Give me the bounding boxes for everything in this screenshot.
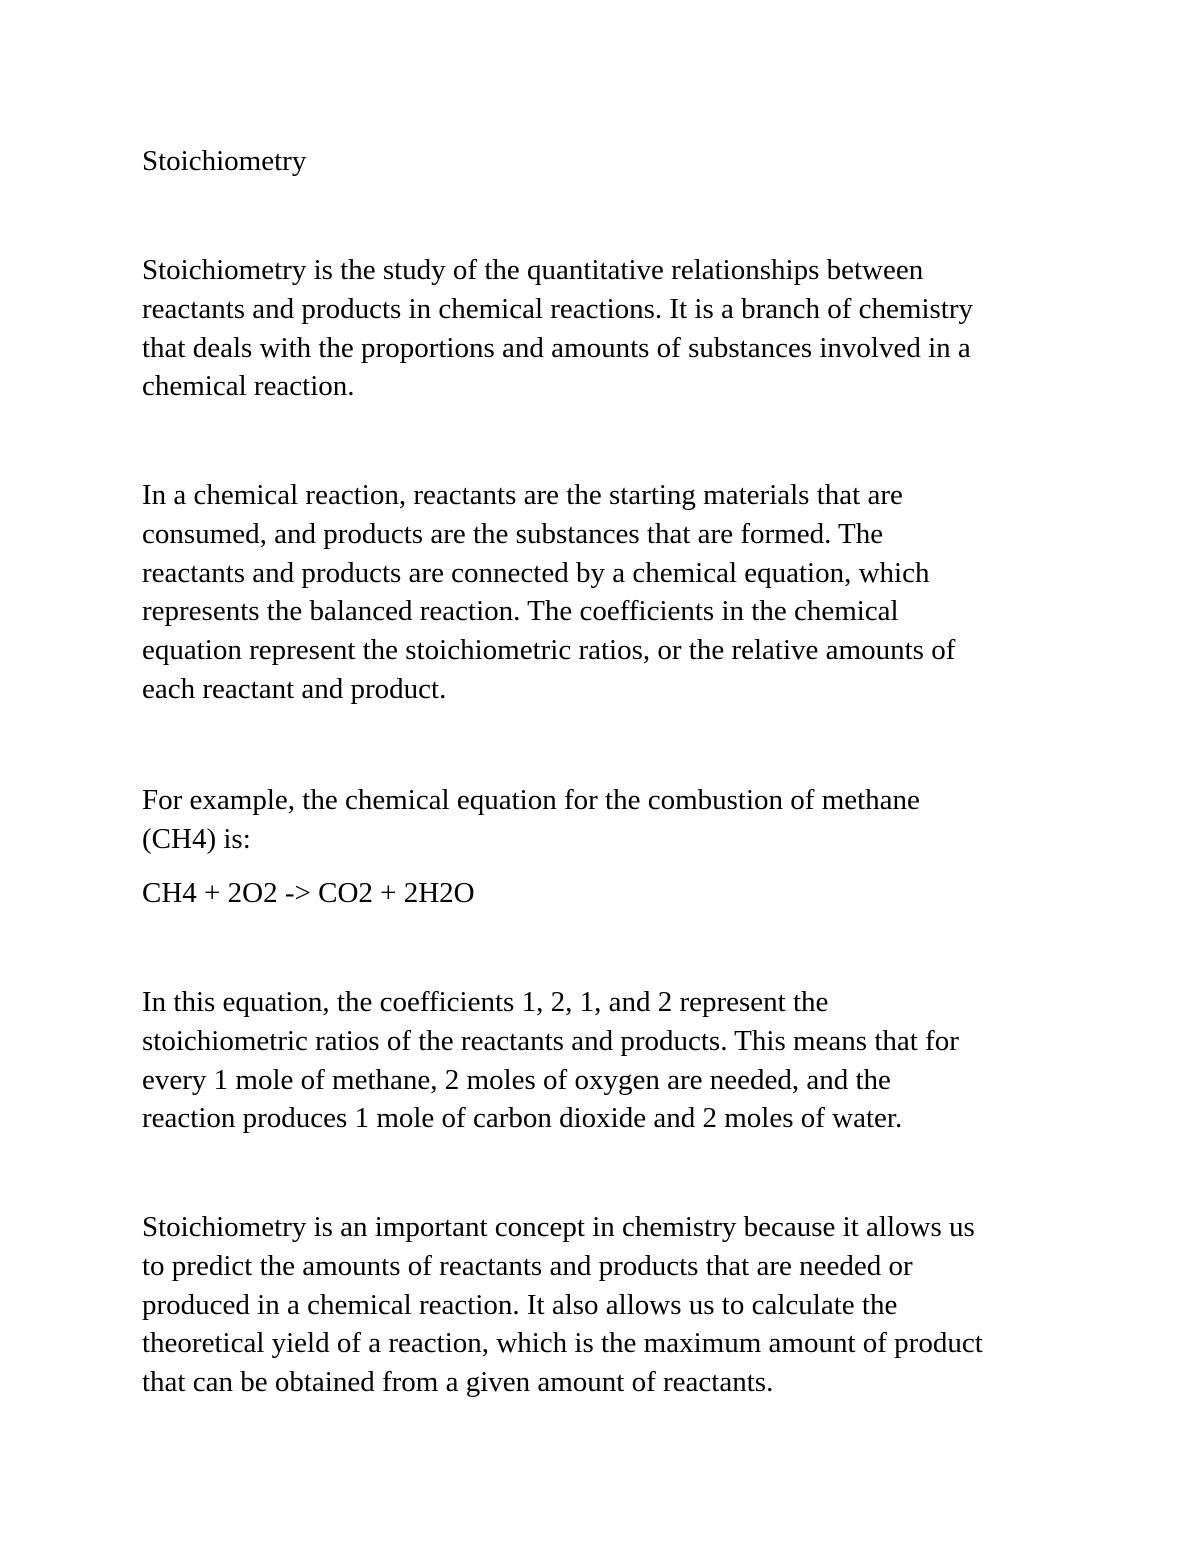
text-line: reactants and products are connected by a chemical equation, which <box>142 556 930 589</box>
text-line: (CH4) is: <box>142 822 251 855</box>
paragraph-coefficients <box>142 983 959 1138</box>
paragraph-importance <box>142 1208 983 1402</box>
document-title: Stoichiometry <box>142 145 307 177</box>
paragraph-reactants-products <box>142 476 955 709</box>
text-line: to predict the amounts of reactants and products that are needed or <box>142 1249 913 1282</box>
text-line: In a chemical reaction, reactants are the starting materials that are <box>142 479 903 511</box>
text-line: produced in a chemical reaction. It also allows us to calculate the <box>142 1288 898 1321</box>
chemical-equation <box>142 874 475 913</box>
text-line: theoretical yield of a reaction, which is the maximum amount of product <box>142 1327 983 1360</box>
text-line: reactants and products in chemical reactions. It is a branch of chemistry <box>142 292 974 325</box>
text-line: every 1 mole of methane, 2 moles of oxygen are needed, and the <box>142 1063 891 1096</box>
text-line: reaction produces 1 mole of carbon dioxide and 2 moles of water. <box>142 1102 903 1135</box>
equation-line: CH4 + 2O2 -> CO2 + 2H2O <box>142 877 475 909</box>
text-line: represents the balanced reaction. The coefficients in the chemical <box>142 595 899 628</box>
text-line: For example, the chemical equation for the combustion of methane <box>142 784 920 816</box>
text-line: Stoichiometry is an important concept in chemistry because it allows us <box>142 1211 975 1243</box>
text-line: stoichiometric ratios of the reactants and products. This means that for <box>142 1024 959 1057</box>
paragraph-example-intro <box>142 781 920 859</box>
text-line: In this equation, the coefficients 1, 2, 1, and 2 represent the <box>142 986 829 1018</box>
text-line: each reactant and product. <box>142 672 447 705</box>
text-line: chemical reaction. <box>142 370 355 403</box>
text-line: Stoichiometry is the study of the quantitative relationships between <box>142 254 924 286</box>
text-line: consumed, and products are the substances that are formed. The <box>142 517 884 550</box>
text-line: that can be obtained from a given amount of reactants. <box>142 1366 774 1399</box>
text-line: that deals with the proportions and amounts of substances involved in a <box>142 331 971 364</box>
text-line: equation represent the stoichiometric ratios, or the relative amounts of <box>142 634 956 667</box>
paragraph-definition <box>142 251 973 406</box>
